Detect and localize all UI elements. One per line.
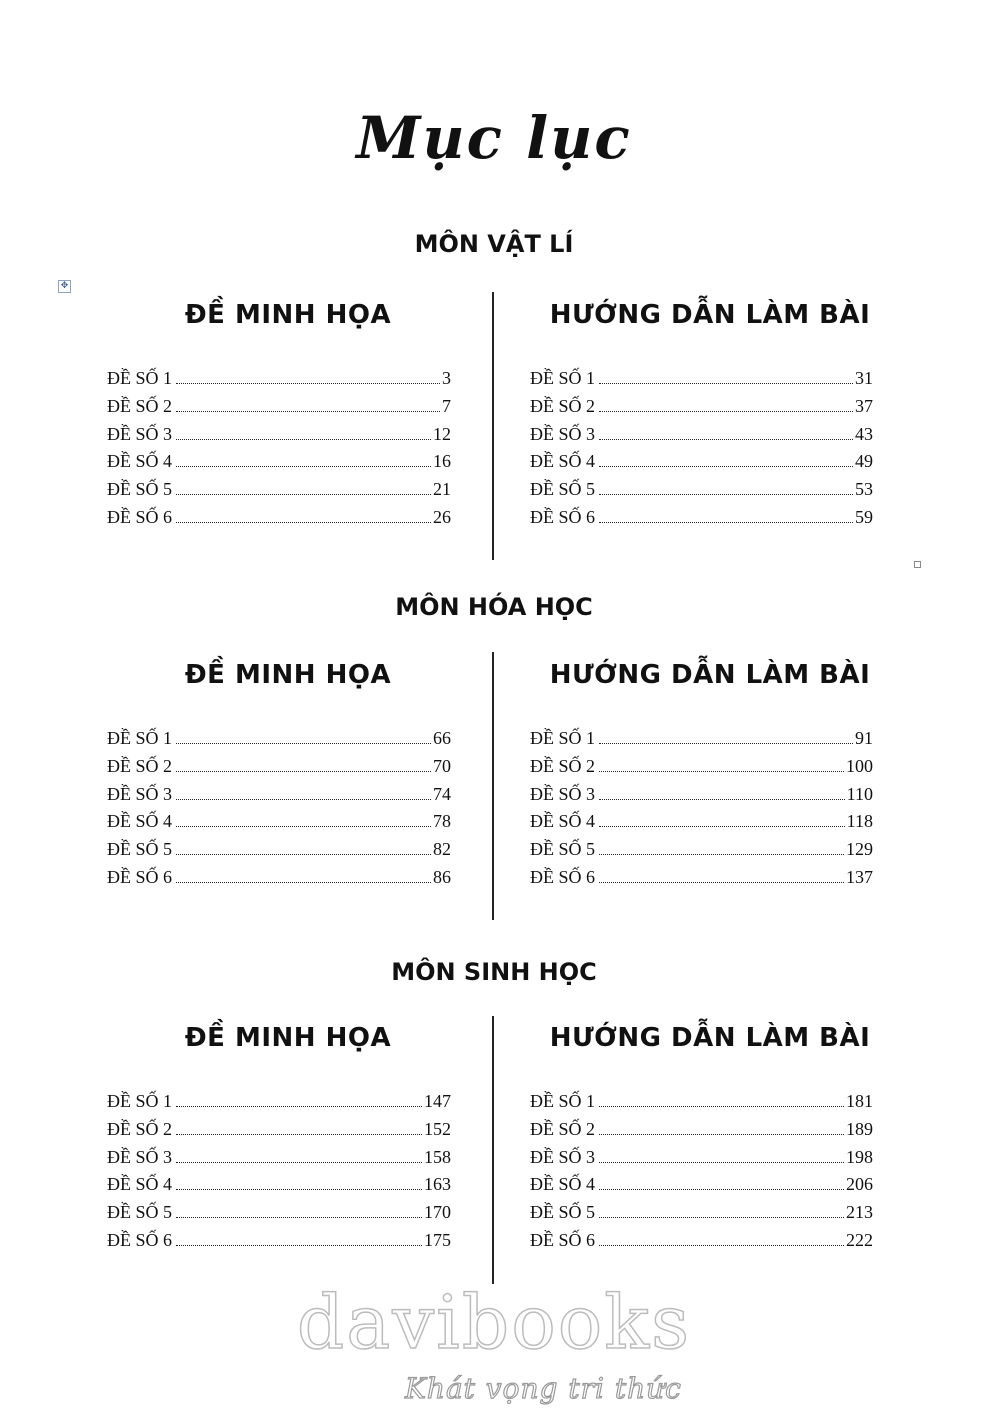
toc-entry[interactable]: ĐỀ SỐ 3 158 [107,1146,451,1167]
toc-entry[interactable]: ĐỀ SỐ 5 53 [530,479,873,500]
column-divider [492,652,494,920]
toc-entry[interactable]: ĐỀ SỐ 5 213 [530,1202,873,1223]
toc-entry[interactable]: ĐỀ SỐ 5 21 [107,479,451,500]
subject-heading-chemistry: MÔN HÓA HỌC [395,593,593,621]
toc-entry[interactable]: ĐỀ SỐ 4 206 [530,1174,873,1195]
toc-entry[interactable]: ĐỀ SỐ 2 70 [107,755,451,776]
toc-list-right [530,728,873,895]
column-header-right: HƯỚNG DẪN LÀM BÀI [549,1023,871,1053]
toc-entry[interactable]: ĐỀ SỐ 4 78 [107,811,451,832]
toc-entry[interactable]: ĐỀ SỐ 3 12 [107,423,451,444]
toc-entry[interactable]: ĐỀ SỐ 5 170 [107,1202,451,1223]
column-divider [492,292,494,560]
toc-entry[interactable]: ĐỀ SỐ 6 137 [530,866,873,887]
toc-entry[interactable]: ĐỀ SỐ 1 147 [107,1091,451,1111]
column-header-left: ĐỀ MINH HỌA [184,1023,392,1053]
watermark-slogan: Khát vọng tri thức [405,1372,682,1405]
column-header-left: ĐỀ MINH HỌA [184,300,392,330]
toc-entry[interactable]: ĐỀ SỐ 2 100 [530,755,873,776]
column-header-right: HƯỚNG DẪN LÀM BÀI [549,300,871,330]
toc-list-right [530,1091,873,1258]
toc-entry[interactable]: ĐỀ SỐ 5 82 [107,839,451,860]
toc-list-left [107,1091,451,1258]
toc-entry[interactable]: ĐỀ SỐ 1 3 [107,368,451,388]
toc-entry[interactable]: ĐỀ SỐ 2 152 [107,1118,451,1139]
subject-heading-physics: MÔN VẬT LÍ [414,230,574,258]
toc-entry[interactable]: ĐỀ SỐ 3 198 [530,1146,873,1167]
toc-list-left [107,368,451,535]
toc-entry[interactable]: ĐỀ SỐ 2 7 [107,395,451,416]
table-move-anchor-icon[interactable]: ✥ [58,280,71,293]
toc-entry[interactable]: ĐỀ SỐ 4 49 [530,451,873,472]
toc-entry[interactable]: ĐỀ SỐ 1 91 [530,728,873,748]
toc-entry[interactable]: ĐỀ SỐ 4 16 [107,451,451,472]
column-header-left: ĐỀ MINH HỌA [184,660,392,690]
toc-entry[interactable]: ĐỀ SỐ 1 181 [530,1091,873,1111]
column-divider [492,1016,494,1284]
column-header-right: HƯỚNG DẪN LÀM BÀI [549,660,871,690]
subject-heading-biology: MÔN SINH HỌC [391,958,597,986]
toc-entry[interactable]: ĐỀ SỐ 4 118 [530,811,873,832]
toc-entry[interactable]: ĐỀ SỐ 6 86 [107,866,451,887]
toc-entry[interactable]: ĐỀ SỐ 6 222 [530,1229,873,1250]
toc-entry[interactable]: ĐỀ SỐ 3 74 [107,783,451,804]
toc-entry[interactable]: ĐỀ SỐ 6 175 [107,1229,451,1250]
toc-entry[interactable]: ĐỀ SỐ 2 37 [530,395,873,416]
toc-list-left [107,728,451,895]
toc-entry[interactable]: ĐỀ SỐ 5 129 [530,839,873,860]
toc-entry[interactable]: ĐỀ SỐ 3 43 [530,423,873,444]
page-title: Mục lục [356,104,632,172]
toc-entry[interactable]: ĐỀ SỐ 6 26 [107,506,451,527]
toc-entry[interactable]: ĐỀ SỐ 4 163 [107,1174,451,1195]
table-resize-handle-icon[interactable] [914,561,921,568]
toc-entry[interactable]: ĐỀ SỐ 3 110 [530,783,873,804]
toc-entry[interactable]: ĐỀ SỐ 1 31 [530,368,873,388]
toc-entry[interactable]: ĐỀ SỐ 2 189 [530,1118,873,1139]
toc-list-right [530,368,873,535]
toc-entry[interactable]: ĐỀ SỐ 6 59 [530,506,873,527]
toc-entry[interactable]: ĐỀ SỐ 1 66 [107,728,451,748]
watermark-logo: davibooks [296,1280,692,1366]
